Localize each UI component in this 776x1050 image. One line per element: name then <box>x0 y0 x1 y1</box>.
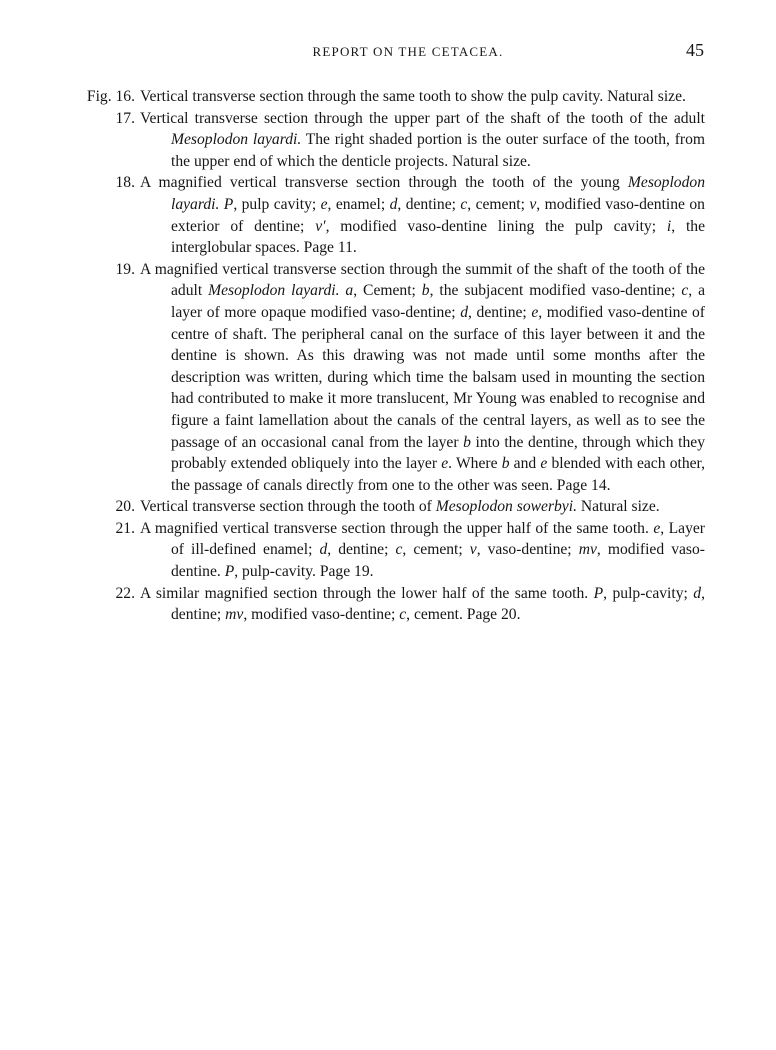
label-letter: P <box>593 584 604 602</box>
caption-number: 21. <box>115 519 135 537</box>
label-letter: mv <box>225 606 244 624</box>
label-letter: d <box>460 303 469 321</box>
species-name: Mesoplodon sowerbyi. <box>435 498 577 516</box>
caption-number: Fig. 16. <box>86 88 135 105</box>
label-letter: e <box>531 303 539 321</box>
caption-fig-18 <box>0 172 705 258</box>
label-letter: i <box>666 217 672 235</box>
label-letter: v <box>529 195 537 213</box>
caption-text: A magnified vertical transverse section through the upper half of the same tooth. e, Layer of ill-defined enamel; d, dentine; c, cement; v, vaso-dentine; mv, modified vaso-dentine. P, pulp-cavity. Page 19. <box>140 519 706 581</box>
label-letter: P <box>223 195 234 213</box>
label-letter: a <box>345 282 354 300</box>
label-letter: c <box>681 282 689 300</box>
label-letter: v <box>469 541 477 559</box>
species-name: Mesoplodon layardi. <box>171 174 705 213</box>
caption-fig-20 <box>0 496 705 518</box>
figure-captions <box>0 86 776 626</box>
label-letter: c <box>460 195 468 213</box>
page-header <box>0 40 776 68</box>
caption-text: Vertical transverse section through the tooth of Mesoplodon sowerbyi. Natural size. <box>140 498 660 516</box>
caption-number: 22. <box>115 584 135 602</box>
caption-text: A similar magnified section through the lower half of the same tooth. P, pulp-cavity; d, dentine; mv, modified vaso-dentine; c, cement. Page 20. <box>140 584 705 624</box>
label-letter: P <box>224 563 235 581</box>
label-letter: c <box>395 541 403 559</box>
label-letter: v′ <box>315 217 326 235</box>
caption-number: 18. <box>115 174 135 192</box>
caption-text: A magnified vertical transverse section through the summit of the shaft of the tooth of the adult Mesoplodon layardi. a, Cement; b, the subjacent modified vaso-dentine; c, a layer of more opaque modified vaso-dentine; d, dentine; e, modified vaso-dentine of centre of shaft. The peripheral canal on the surface of this layer between it and the dentine is shown. As this drawing was not made until some months after the description was written, during which time the balsam used in mounting the section had contributed to make it more translucent, Mr Young was enabled to recognise and figure a faint lamellation about the canals of the central layers, as well as to see the passage of an occasional canal from the layer b into the dentine, through which they probably extended obliquely into the layer e. Where b and e blended with each other, the passage of canals directly from one to the other was seen. Page 14. <box>140 260 706 494</box>
label-letter: e <box>320 195 328 213</box>
caption-text: A magnified vertical transverse section through the tooth of the young Mesoplodon layardi. P, pulp cavity; e, enamel; d, dentine; c, cement; v, modified vaso-dentine on exterior of dentine; v′, modified vaso-dentine lining the pulp cavity; i, the interglobular spaces. Page 11. <box>140 174 706 257</box>
label-letter: c <box>399 606 407 624</box>
label-letter: d <box>389 195 398 213</box>
label-letter: d <box>693 584 702 602</box>
caption-fig-19 <box>0 259 705 497</box>
label-letter: b <box>463 433 471 451</box>
caption-text: Vertical transverse section through the upper part of the shaft of the tooth of the adult Mesoplodon layardi. The right shaded portion is the outer surface of the tooth, from the upper end of which the denticle projects. Natural size. <box>140 109 706 170</box>
species-name: Mesoplodon layardi. <box>171 131 302 149</box>
page-number: 45 <box>686 40 704 60</box>
species-name: Mesoplodon layardi. <box>208 282 340 300</box>
label-letter: e <box>540 455 548 473</box>
label-letter: d <box>319 541 328 559</box>
label-letter: b <box>421 282 430 300</box>
running-title: REPORT ON THE CETACEA. <box>312 44 504 59</box>
caption-number: 19. <box>115 260 135 278</box>
caption-fig-21 <box>0 518 705 583</box>
label-letter: b <box>501 455 510 473</box>
caption-fig-16 <box>0 86 705 108</box>
caption-number: 17. <box>115 109 135 127</box>
caption-fig-22 <box>0 583 705 626</box>
caption-fig-17 <box>0 108 705 173</box>
label-letter: e <box>441 455 449 473</box>
caption-number: 20. <box>115 498 135 516</box>
caption-text: Vertical transverse section through the same tooth to show the pulp cavity. Natural size. <box>140 88 686 105</box>
label-letter: mv <box>578 541 597 559</box>
label-letter: e <box>653 519 661 537</box>
